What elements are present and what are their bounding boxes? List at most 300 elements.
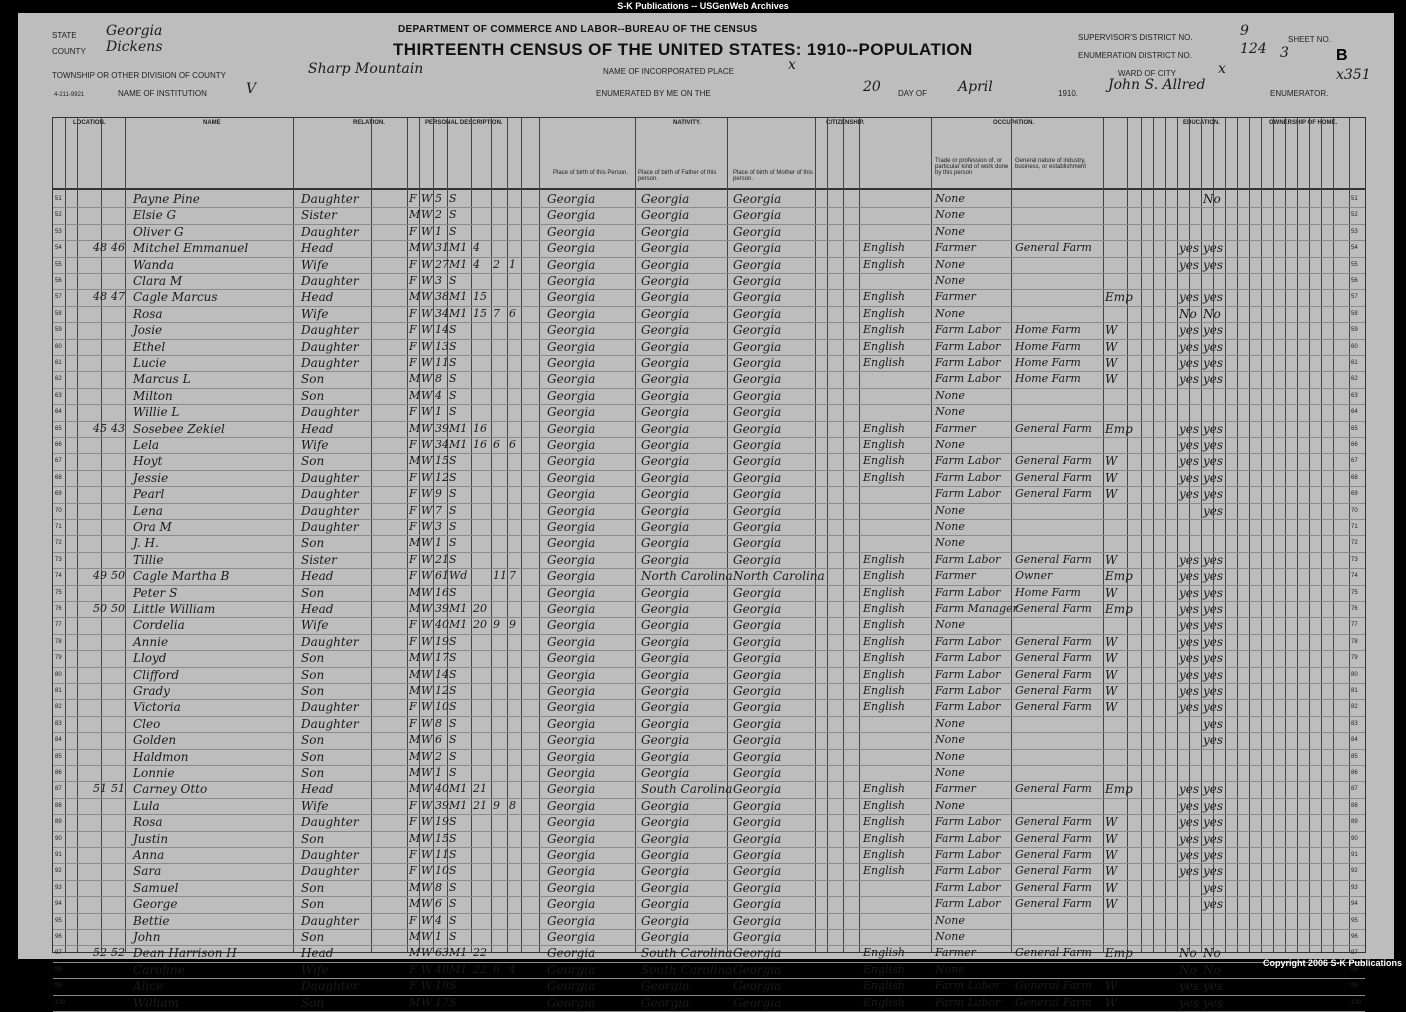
father-birthplace: Georgia (641, 880, 690, 895)
father-birthplace: Georgia (641, 700, 690, 715)
person-name: Grady (133, 684, 170, 698)
relation: Daughter (301, 979, 359, 994)
marital-status: S (449, 372, 457, 386)
line-number-right: 64 (1351, 409, 1358, 416)
line-number-right: 79 (1351, 655, 1358, 662)
can-write: yes (1203, 241, 1224, 256)
relation: Head (301, 569, 334, 584)
line-number-right: 69 (1351, 491, 1358, 498)
occupation: None (935, 716, 965, 730)
person-name: Lonnie (133, 766, 175, 780)
relation: Daughter (301, 487, 359, 502)
language: English (863, 306, 905, 320)
marital-status: S (449, 897, 457, 911)
relation: Son (301, 749, 325, 764)
occupation: Farm Labor (935, 470, 1001, 484)
state-label: STATE (52, 31, 77, 40)
birthplace: Georgia (547, 421, 596, 436)
language: English (863, 667, 905, 681)
race: W (421, 602, 433, 615)
occupation: Farm Labor (935, 815, 1001, 829)
language: English (863, 962, 905, 976)
person-name: Little William (133, 602, 216, 616)
mother-birthplace: Georgia (733, 946, 782, 961)
marital-status: M1 (449, 241, 468, 255)
age: 4 (435, 388, 442, 402)
person-name: Haldmon (133, 749, 189, 764)
can-read: yes (1179, 864, 1200, 879)
can-read: yes (1179, 700, 1200, 715)
state-value: Georgia (106, 23, 163, 39)
line-number: 85 (55, 753, 62, 760)
line-number-right: 67 (1351, 458, 1358, 465)
language: English (863, 569, 905, 583)
person-name: Dean Harrison H (133, 946, 237, 961)
col-nativity: NATIVITY. (673, 120, 701, 126)
race: W (421, 520, 433, 533)
years-married: 15 (473, 290, 487, 304)
age: 40 (435, 962, 449, 976)
can-read: No (1179, 946, 1197, 961)
birthplace: Georgia (547, 339, 596, 354)
mother-birthplace: Georgia (733, 192, 782, 206)
industry: General Farm (1015, 848, 1092, 861)
race: W (421, 995, 433, 1009)
person-name: Bettie (133, 913, 170, 928)
line-number: 73 (55, 556, 62, 563)
line-number-right: 90 (1351, 835, 1358, 842)
race: W (421, 930, 433, 943)
person-name: Pearl (133, 487, 165, 502)
can-write: No (1203, 306, 1221, 321)
marital-status: S (449, 224, 457, 238)
occupation: Farm Labor (935, 897, 1001, 911)
line-number-right: 55 (1351, 261, 1358, 268)
occupation: None (935, 438, 965, 451)
age: 15 (435, 831, 449, 845)
person-name: Lula (133, 798, 160, 813)
person-name: Justin (133, 831, 169, 846)
line-number-right: 83 (1351, 720, 1358, 727)
col-citizenship: CITIZENSHIP. (826, 120, 865, 126)
father-birthplace: Georgia (641, 864, 690, 879)
can-write: yes (1203, 552, 1224, 567)
sex: F (409, 339, 417, 353)
occupation: None (935, 274, 965, 287)
birthplace: Georgia (547, 356, 596, 370)
can-write: yes (1203, 585, 1224, 600)
can-read: yes (1179, 651, 1200, 666)
birthplace: Georgia (547, 470, 596, 485)
table-row (53, 224, 1365, 241)
race: W (421, 782, 433, 796)
sex: M (409, 831, 421, 845)
father-birthplace: Georgia (641, 372, 690, 387)
father-birthplace: Georgia (641, 667, 690, 682)
table-row (53, 831, 1365, 848)
col-name: NAME (203, 120, 221, 126)
line-number-right: 100 (1351, 999, 1362, 1006)
can-read: yes (1179, 438, 1200, 452)
relation: Daughter (301, 224, 359, 239)
ward-value: x (1218, 61, 1226, 77)
line-number: 82 (55, 704, 62, 711)
employer-status: W (1105, 470, 1118, 485)
can-read: yes (1179, 241, 1200, 256)
race: W (421, 634, 433, 648)
birthplace: Georgia (547, 979, 596, 994)
age: 40 (435, 782, 449, 796)
line-number: 56 (55, 278, 62, 284)
employer-status: Emp (1105, 290, 1133, 305)
department-heading: DEPARTMENT OF COMMERCE AND LABOR--BUREAU OF THE CENSUS (398, 24, 758, 35)
year-label: 1910. (1058, 89, 1079, 98)
line-number: 90 (55, 835, 62, 842)
mother-birthplace: Georgia (733, 520, 782, 534)
occupation: Farmer (935, 946, 976, 960)
sex: F (409, 224, 417, 238)
sex: F (409, 257, 417, 271)
line-number-right: 56 (1351, 278, 1358, 284)
age: 16 (435, 585, 449, 599)
marital-status: S (449, 388, 457, 402)
race: W (421, 454, 433, 468)
sex: F (409, 470, 417, 484)
table-row (53, 929, 1365, 946)
language: English (863, 684, 905, 697)
table-row (53, 207, 1365, 224)
can-read: yes (1179, 667, 1200, 682)
family-number: 51 (111, 782, 125, 796)
col-location: LOCATION. (73, 120, 106, 126)
line-number: 68 (55, 474, 62, 481)
father-birthplace: Georgia (641, 749, 690, 764)
age: 38 (435, 290, 449, 304)
table-row (53, 240, 1365, 257)
can-read: No (1179, 962, 1197, 977)
person-name: Lela (133, 438, 160, 452)
race: W (421, 224, 433, 238)
age: 39 (435, 421, 449, 435)
person-name: Jessie (133, 470, 169, 485)
can-write: yes (1203, 815, 1224, 830)
industry: General Farm (1015, 421, 1092, 435)
occupation: None (935, 405, 965, 419)
occupation: None (935, 520, 965, 533)
language: English (863, 798, 905, 812)
mother-birthplace: Georgia (733, 372, 782, 387)
father-birthplace: Georgia (641, 274, 690, 288)
can-read: yes (1179, 421, 1200, 436)
age: 2 (435, 749, 442, 763)
race: W (421, 552, 433, 566)
industry: General Farm (1015, 815, 1092, 829)
employer-status: W (1105, 323, 1118, 338)
family-number: 46 (111, 241, 125, 255)
language: English (863, 241, 905, 255)
age: 3 (435, 520, 442, 533)
father-birthplace: Georgia (641, 339, 690, 354)
years-married: 20 (473, 602, 487, 615)
relation: Son (301, 536, 325, 551)
marital-status: S (449, 667, 457, 681)
can-read: yes (1179, 798, 1200, 813)
line-number-right: 75 (1351, 589, 1358, 596)
table-row (53, 880, 1365, 897)
line-number: 67 (55, 458, 62, 465)
occupation: Farm Labor (935, 356, 1001, 369)
table-row (53, 896, 1365, 913)
employer-status: W (1105, 897, 1118, 912)
line-number: 60 (55, 343, 62, 350)
line-number-right: 95 (1351, 917, 1358, 924)
years-married: 22 (473, 946, 487, 960)
age: 10 (435, 864, 449, 878)
age: 4 (435, 913, 442, 927)
race: W (421, 503, 433, 517)
occupation: None (935, 962, 965, 976)
table-row (53, 519, 1365, 536)
line-number: 65 (55, 425, 62, 432)
can-read: yes (1179, 569, 1200, 584)
industry: Home Farm (1015, 585, 1081, 599)
line-number: 75 (55, 589, 62, 596)
can-write: No (1203, 946, 1221, 961)
occupation: Farm Labor (935, 323, 1001, 337)
mother-birthplace: Georgia (733, 913, 782, 928)
person-name: Victoria (133, 700, 181, 715)
race: W (421, 716, 433, 730)
employer-status: W (1105, 684, 1118, 698)
can-write: yes (1203, 487, 1224, 502)
mother-birthplace: Georgia (733, 749, 782, 764)
line-number-right: 61 (1351, 360, 1358, 366)
line-number: 63 (55, 392, 62, 399)
mother-birthplace: Georgia (733, 257, 782, 272)
sex: M (409, 388, 421, 402)
race: W (421, 241, 433, 255)
mother-birthplace: Georgia (733, 274, 782, 288)
father-birthplace: Georgia (641, 815, 690, 830)
sex: M (409, 749, 421, 763)
race: W (421, 700, 433, 714)
relation: Head (301, 241, 334, 256)
relation: Son (301, 831, 325, 846)
line-number-right: 77 (1351, 622, 1358, 629)
ed-label: ENUMERATION DISTRICT NO. (1078, 51, 1192, 60)
mother-birthplace: Georgia (733, 782, 782, 797)
sex: M (409, 766, 421, 779)
birthplace: Georgia (547, 815, 596, 830)
occupation: Farm Manager (935, 602, 1018, 615)
race: W (421, 815, 433, 829)
industry: General Farm (1015, 684, 1092, 697)
person-name: George (133, 897, 178, 912)
birthplace: Georgia (547, 913, 596, 928)
children-born: 6 (493, 438, 500, 451)
line-number: 58 (55, 310, 62, 317)
years-married: 21 (473, 798, 487, 812)
can-write: yes (1203, 651, 1224, 666)
race: W (421, 356, 433, 369)
marital-status: S (449, 585, 457, 599)
sex: F (409, 634, 417, 648)
employer-status: Emp (1105, 421, 1133, 436)
sheet-number: 3 (1280, 45, 1289, 61)
line-number: 74 (55, 573, 62, 580)
person-name: Josie (133, 323, 163, 338)
line-number-right: 53 (1351, 228, 1358, 235)
person-name: Annie (133, 634, 169, 649)
header-separator (53, 188, 1365, 190)
table-row (53, 601, 1365, 618)
relation: Head (301, 290, 334, 305)
industry: General Farm (1015, 651, 1092, 665)
marital-status: S (449, 995, 457, 1009)
race: W (421, 405, 433, 419)
can-write: yes (1203, 864, 1224, 879)
mother-birthplace: Georgia (733, 684, 782, 698)
father-birthplace: Georgia (641, 848, 690, 862)
employer-status: W (1105, 552, 1118, 567)
marital-status: S (449, 192, 457, 205)
race: W (421, 192, 433, 205)
marital-status: S (449, 356, 457, 369)
employer-status: W (1105, 487, 1118, 502)
person-name: Mitchel Emmanuel (133, 241, 249, 256)
occupation: Farm Labor (935, 454, 1001, 468)
occupation: Farmer (935, 782, 976, 796)
birthplace: Georgia (547, 290, 596, 305)
birthplace: Georgia (547, 388, 596, 403)
relation: Daughter (301, 913, 359, 928)
birthplace: Georgia (547, 651, 596, 666)
birthplace: Georgia (547, 667, 596, 682)
line-number: 64 (55, 409, 62, 416)
race: W (421, 667, 433, 681)
col-ownership: OWNERSHIP OF HOME. (1269, 120, 1338, 126)
birthplace: Georgia (547, 848, 596, 862)
relation: Head (301, 421, 334, 436)
line-number-right: 91 (1351, 852, 1358, 858)
sex: M (409, 536, 421, 550)
birthplace: Georgia (547, 224, 596, 239)
race: W (421, 487, 433, 501)
can-write: yes (1203, 831, 1224, 846)
enum-label: ENUMERATED BY ME ON THE (596, 89, 711, 98)
marital-status: S (449, 700, 457, 714)
marital-status: S (449, 454, 457, 468)
industry: General Farm (1015, 487, 1092, 501)
birthplace: Georgia (547, 684, 596, 698)
father-birthplace: Georgia (641, 798, 690, 813)
father-birthplace: Georgia (641, 208, 690, 223)
table-row (53, 355, 1365, 372)
relation: Sister (301, 552, 337, 567)
sex: F (409, 700, 417, 714)
relation: Daughter (301, 405, 359, 420)
sex: M (409, 930, 421, 943)
table-row (53, 667, 1365, 684)
marital-status: M1 (449, 438, 468, 451)
dwelling-number: 49 (93, 569, 107, 583)
table-row (53, 617, 1365, 634)
can-read: yes (1179, 339, 1200, 354)
employer-status: W (1105, 339, 1118, 354)
relation: Wife (301, 798, 329, 813)
marital-status: S (449, 831, 457, 845)
employer-status: W (1105, 979, 1118, 994)
sex: M (409, 946, 421, 960)
line-number-right: 99 (1351, 983, 1358, 990)
industry: General Farm (1015, 995, 1092, 1009)
mother-birthplace: Georgia (733, 306, 782, 321)
father-birthplace: Georgia (641, 257, 690, 272)
relation: Wife (301, 257, 329, 272)
relation: Son (301, 684, 325, 698)
age: 12 (435, 470, 449, 484)
line-number-right: 63 (1351, 392, 1358, 399)
can-read: yes (1179, 602, 1200, 616)
relation: Son (301, 667, 325, 682)
race: W (421, 306, 433, 320)
employer-status: W (1105, 356, 1118, 370)
table-row (53, 371, 1365, 388)
sex: F (409, 323, 417, 337)
birthplace: Georgia (547, 405, 596, 420)
language: English (863, 782, 905, 796)
person-name: Rosa (133, 306, 163, 321)
sex: F (409, 438, 417, 451)
birthplace: Georgia (547, 520, 596, 534)
age: 1 (435, 224, 442, 238)
birthplace: Georgia (547, 782, 596, 797)
table-row (53, 683, 1365, 700)
sex: F (409, 618, 417, 632)
race: W (421, 618, 433, 632)
mother-birthplace: Georgia (733, 667, 782, 682)
occupation: None (935, 257, 965, 271)
birthplace: Georgia (547, 602, 596, 616)
children-born: 9 (493, 618, 500, 632)
father-birthplace: Georgia (641, 241, 690, 256)
line-number: 78 (55, 638, 62, 645)
occupation: None (935, 930, 965, 943)
line-number: 88 (55, 802, 62, 809)
table-row (53, 552, 1365, 569)
birthplace: Georgia (547, 454, 596, 469)
col-relation: RELATION. (353, 120, 385, 126)
table-row (53, 535, 1365, 552)
occupation: None (935, 503, 965, 517)
sex: F (409, 979, 417, 993)
sex: F (409, 274, 417, 287)
occupation: Farm Labor (935, 487, 1001, 501)
age: 63 (435, 946, 449, 960)
line-number-right: 74 (1351, 573, 1358, 580)
occupation: Farm Labor (935, 585, 1001, 599)
birthplace: Georgia (547, 864, 596, 879)
relation: Daughter (301, 815, 359, 830)
can-write: yes (1203, 356, 1224, 370)
person-name: Lucie (133, 356, 167, 370)
sex: M (409, 995, 421, 1009)
sex: F (409, 503, 417, 517)
can-read: yes (1179, 323, 1200, 338)
line-number-right: 94 (1351, 901, 1358, 908)
relation: Son (301, 880, 325, 895)
industry: Home Farm (1015, 339, 1081, 353)
